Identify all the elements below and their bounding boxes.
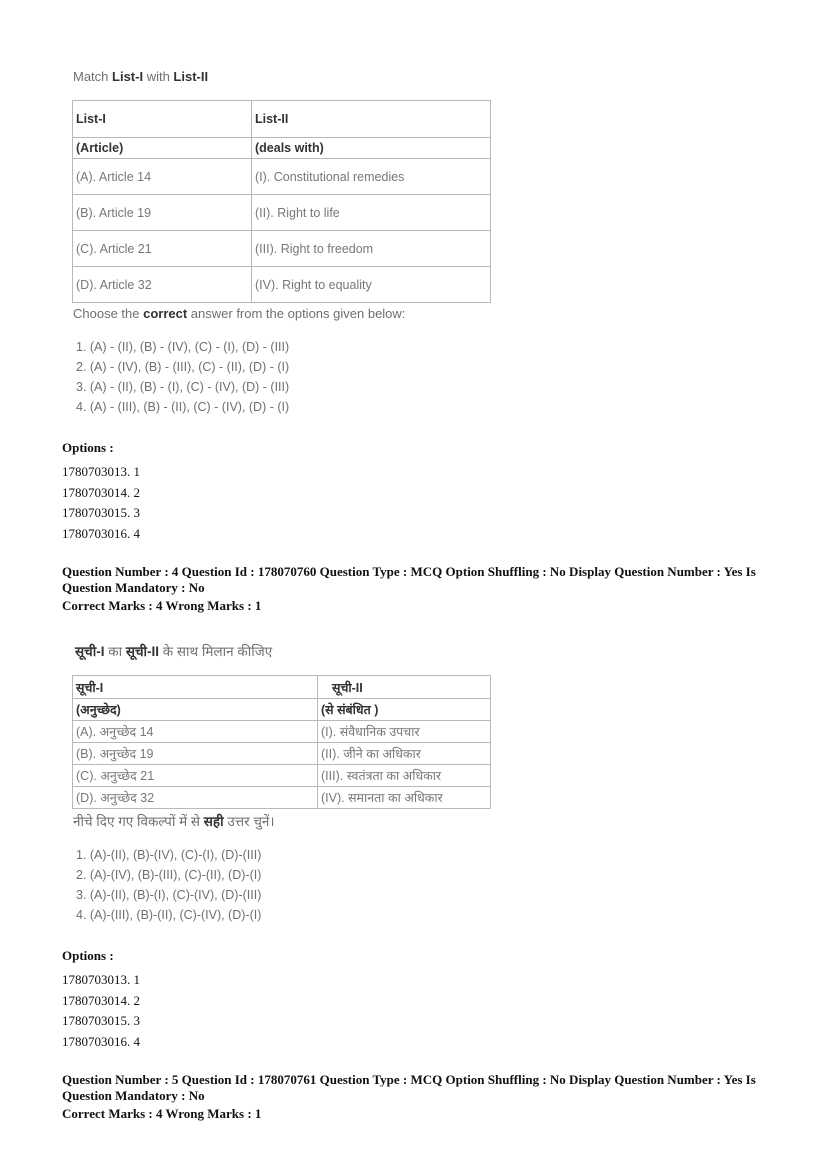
option-item: 1780703014. 2 <box>62 992 140 1008</box>
option-item: 1780703015. 3 <box>62 1013 140 1028</box>
table-cell: (II). Right to life <box>252 195 491 231</box>
table-cell: (I). Constitutional remedies <box>252 159 491 195</box>
marks-line: Correct Marks : 4 Wrong Marks : 1 <box>62 1106 262 1121</box>
option-item: 1780703016. 4 <box>62 1033 140 1049</box>
answer-choice: 3. (A) - (II), (B) - (I), (C) - (IV), (D) - (III) <box>76 380 290 394</box>
table-cell: (B). Article 19 <box>73 195 252 231</box>
table-header-cell: (deals with) <box>252 138 491 159</box>
answer-choice: 2. (A) - (IV), (B) - (III), (C) - (II), (D) - (I) <box>76 360 290 374</box>
answer-choice: 1. (A)-(II), (B)-(IV), (C)-(I), (D)-(III) <box>76 848 262 862</box>
table-header-cell: (Article) <box>73 138 252 159</box>
table-header-row <box>73 676 491 699</box>
question-meta-line: Question Number : 4 Question Id : 178070760 Question Type : MCQ Option Shuffling : No Display Question Number : Yes Is <box>62 564 756 579</box>
table-header-cell: List-I <box>73 101 252 138</box>
table-cell: (C). अनुच्छेद 21 <box>73 765 318 787</box>
match-table-hindi <box>72 675 491 809</box>
choose-instruction: Choose the correct answer from the options given below: <box>73 306 406 321</box>
match-table-english <box>72 100 491 303</box>
option-item: 1780703013. 1 <box>62 972 140 987</box>
answer-choice: 1. (A) - (II), (B) - (IV), (C) - (I), (D) - (III) <box>76 340 290 354</box>
table-header-cell: List-II <box>252 101 491 138</box>
options-section <box>62 948 140 1052</box>
table-cell: (C). Article 21 <box>73 231 252 267</box>
table-row <box>73 765 491 787</box>
question-4-meta <box>62 564 756 614</box>
table-header-cell: (से संबंधित ) <box>318 699 491 721</box>
table-row <box>73 159 491 195</box>
table-header-row <box>73 138 491 159</box>
question-meta-line: Question Mandatory : No <box>62 1088 205 1103</box>
table-header-cell: सूची-I <box>73 676 318 699</box>
question-meta-line: Question Mandatory : No <box>62 580 205 595</box>
answer-choice: 3. (A)-(II), (B)-(I), (C)-(IV), (D)-(III) <box>76 888 262 902</box>
question-5-meta <box>62 1072 756 1122</box>
question-4-instruction: सूची-I का सूची-II के साथ मिलान कीजिए <box>75 644 273 659</box>
table-cell: (IV). Right to equality <box>252 267 491 303</box>
table-cell: (III). स्वतंत्रता का अधिकार <box>318 765 491 787</box>
option-item: 1780703013. 1 <box>62 464 140 479</box>
option-item: 1780703015. 3 <box>62 505 140 520</box>
options-label: Options : <box>62 440 114 455</box>
table-header-cell: (अनुच्छेद) <box>73 699 318 721</box>
question-3-instruction: Match List-I with List-II <box>73 69 209 84</box>
options-label: Options : <box>62 948 114 963</box>
answer-choices-hindi <box>76 845 261 925</box>
options-section <box>62 440 140 544</box>
table-cell: (D). अनुच्छेद 32 <box>73 787 318 809</box>
option-item: 1780703014. 2 <box>62 484 140 500</box>
table-cell: (A). Article 14 <box>73 159 252 195</box>
table-cell: (A). अनुच्छेद 14 <box>73 721 318 743</box>
table-row <box>73 787 491 809</box>
marks-line: Correct Marks : 4 Wrong Marks : 1 <box>62 598 262 613</box>
table-cell: (D). Article 32 <box>73 267 252 303</box>
table-header-row <box>73 699 491 721</box>
table-row <box>73 195 491 231</box>
answer-choice: 2. (A)-(IV), (B)-(III), (C)-(II), (D)-(I) <box>76 868 262 882</box>
table-header-row <box>73 101 491 138</box>
answer-choice: 4. (A)-(III), (B)-(II), (C)-(IV), (D)-(I) <box>76 908 262 922</box>
table-cell: (B). अनुच्छेद 19 <box>73 743 318 765</box>
table-cell: (III). Right to freedom <box>252 231 491 267</box>
question-meta-line: Question Number : 5 Question Id : 178070761 Question Type : MCQ Option Shuffling : No Display Question Number : Yes Is <box>62 1072 756 1087</box>
answer-choice: 4. (A) - (III), (B) - (II), (C) - (IV), (D) - (I) <box>76 400 290 414</box>
choose-instruction-hindi: नीचे दिए गए विकल्पों में से सही उत्तर चुनें। <box>73 814 275 829</box>
table-header-cell: सूची-II <box>318 676 491 699</box>
table-cell: (IV). समानता का अधिकार <box>318 787 491 809</box>
table-row <box>73 231 491 267</box>
option-item: 1780703016. 4 <box>62 525 140 541</box>
table-row <box>73 743 491 765</box>
table-cell: (I). संवैधानिक उपचार <box>318 721 491 743</box>
table-row <box>73 267 491 303</box>
table-row <box>73 721 491 743</box>
table-cell: (II). जीने का अधिकार <box>318 743 491 765</box>
answer-choices-english <box>76 337 289 417</box>
